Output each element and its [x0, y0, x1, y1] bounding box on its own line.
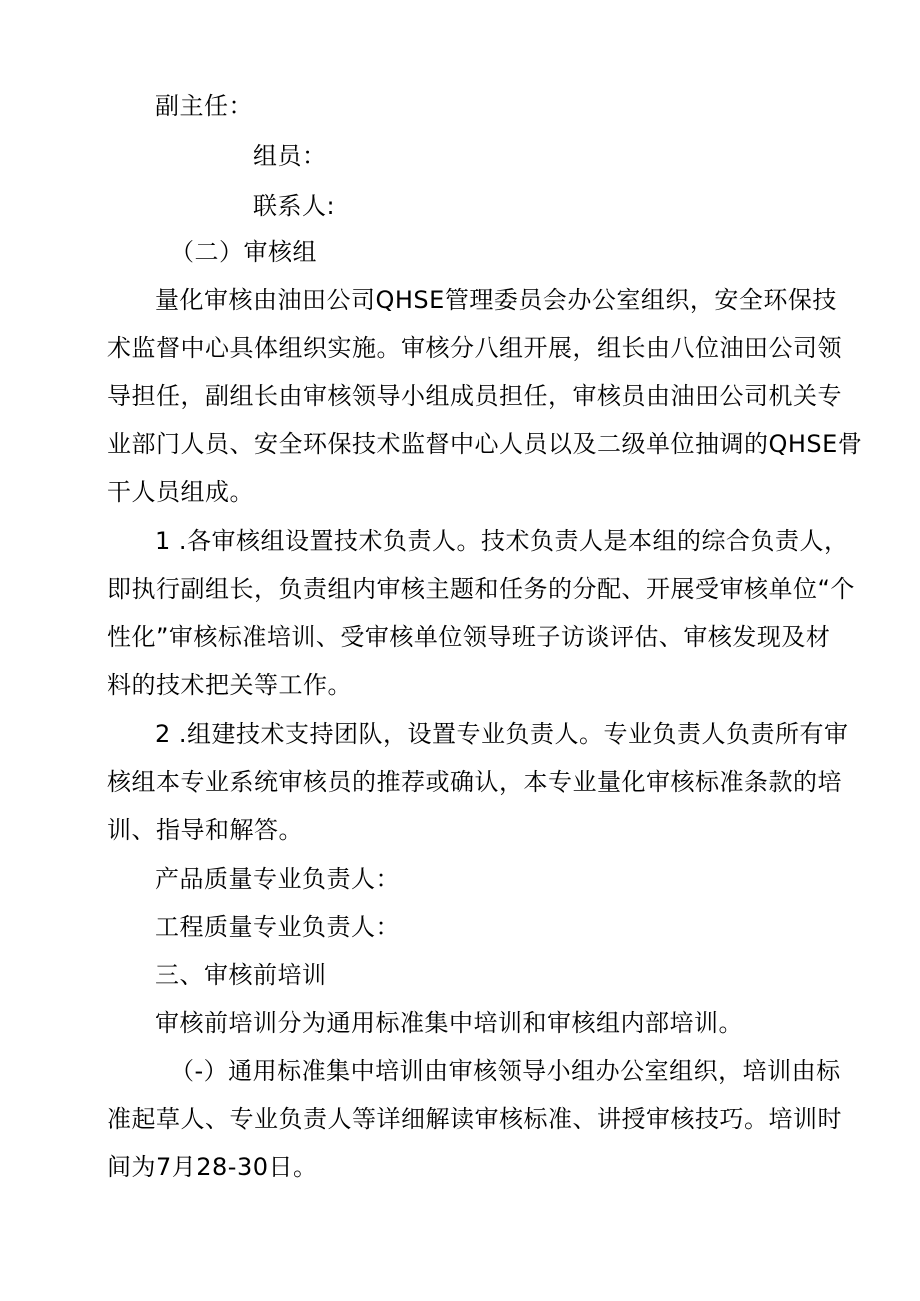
contact-person-label: 联系人:: [253, 192, 336, 220]
paragraph-line: 即执行副组长，负责组内审核主题和任务的分配、开展受审核单位“个: [107, 575, 855, 603]
paragraph-line: 间为7月28-30日。: [107, 1153, 318, 1181]
paragraph-line: 核组本专业系统审核员的推荐或确认，本专业量化审核标准条款的培: [107, 768, 842, 796]
paragraph-line: 准起草人、专业负责人等详细解读审核标准、讲授审核技巧。培训时: [107, 1105, 842, 1133]
deputy-director-label: 副主任：: [155, 92, 253, 120]
numbered-item-2: 2 .组建技术支持团队，设置专业负责人。专业负责人负责所有审: [155, 720, 849, 748]
product-quality-lead-label: 产品质量专业负责人：: [155, 865, 400, 893]
paragraph-line: 审核前培训分为通用标准集中培训和审核组内部培训。: [155, 1009, 743, 1037]
paragraph-line: 业部门人员、安全环保技术监督中心人员以及二级单位抽调的QHSE骨: [107, 430, 863, 458]
section-heading-pre-audit-training: 三、审核前培训: [155, 961, 327, 989]
numbered-item-1: 1 .各审核组设置技术负责人。技术负责人是本组的综合负责人，: [155, 527, 849, 555]
paragraph-line: 训、指导和解答。: [107, 816, 303, 844]
engineering-quality-lead-label: 工程质量专业负责人：: [155, 913, 400, 941]
paragraph-line: 料的技术把关等工作。: [107, 671, 352, 699]
group-members-label: 组员：: [253, 142, 327, 170]
section-heading-audit-group: （二）审核组: [170, 238, 317, 266]
paragraph-line: 性化”审核标准培训、受审核单位领导班子访谈评估、审核发现及材: [107, 623, 831, 651]
paragraph-line: （-）通用标准集中培训由审核领导小组办公室组织，培训由标: [170, 1057, 841, 1085]
paragraph-line: 量化审核由油田公司QHSE管理委员会办公室组织，安全环保技: [155, 286, 837, 314]
paragraph-line: 术监督中心具体组织实施。审核分八组开展，组长由八位油田公司领: [107, 334, 842, 362]
paragraph-line: 导担任，副组长由审核领导小组成员担任，审核员由油田公司机关专: [107, 382, 842, 410]
paragraph-line: 干人员组成。: [107, 478, 254, 506]
